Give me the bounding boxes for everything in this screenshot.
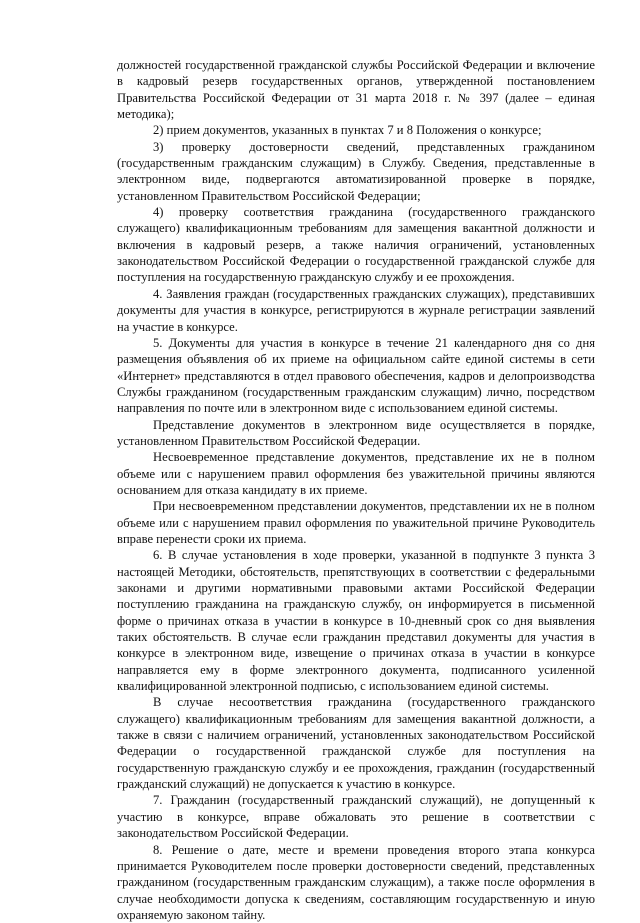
paragraph-clause-5: 5. Документы для участия в конкурсе в течение 21 календарного дня со дня размещения объявления об их приеме на официальном сайте единой системы в сети «Интернет» представляются в отдел правового обеспечения, кадров и делопроизводства Службы гражданином (государственным гражданским служащим) лично, посредством направления по почте или в электронном виде с использованием единой системы. (117, 335, 595, 417)
paragraph-non-compliance: В случае несоответствия гражданина (государственного гражданского служащего) квалификационным требованиям для замещения вакантной должности, а также в связи с наличием ограничений, установленных законодательством Российской Федерации о государственной гражданской службе для поступления на государственную гражданскую службу и ее прохождения, гражданин (государственный гражданский служащий) не допускается к участию в конкурсе. (117, 694, 595, 792)
paragraph-clause-8: 8. Решение о дате, месте и времени проведения второго этапа конкурса принимается Руководителем после проверки достоверности сведений, представленных гражданином (государственным гражданским служащим), а также после оформления в случае необходимости допуска к сведениям, составляющим государственную и иную охраняемую законом тайну. (117, 842, 595, 923)
paragraph-clause-4: 4. Заявления граждан (государственных гражданских служащих), представивших документы для участия в конкурсе, регистрируются в журнале регистрации заявлений на участие в конкурсе. (117, 286, 595, 335)
paragraph-deadline-extension: При несвоевременном представлении документов, представлении их не в полном объеме или с нарушением правил оформления по уважительной причине Руководитель вправе перенести сроки их приема. (117, 498, 595, 547)
paragraph-clause-7: 7. Гражданин (государственный гражданский служащий), не допущенный к участию в конкурсе, вправе обжаловать это решение в соответствии с законодательством Российской Федерации. (117, 792, 595, 841)
paragraph-late-submission: Несвоевременное представление документов, представление их не в полном объеме или с нарушением правил оформления без уважительной причины являются основанием для отказа кандидату в их приеме. (117, 449, 595, 498)
paragraph-clause-6: 6. В случае установления в ходе проверки, указанной в подпункте 3 пункта 3 настоящей Методики, обстоятельств, препятствующих в соответствии с федеральными законами и другими нормативными правовыми актами Российской Федерации поступлению гражданина на гражданскую службу, он информируется в письменной форме о причинах отказа в участии в конкурсе в 10-дневный срок со дня выявления таких обстоятельств. В случае если гражданин представил документы для участия в конкурсе в электронном виде, извещение о причинах отказа в участии в конкурсе направляется ему в форме электронного документа, подписанного усиленной квалифицированной электронной подписью, с использованием единой системы. (117, 547, 595, 694)
paragraph-item-3: 3) проверку достоверности сведений, представленных гражданином (государственным гражданским служащим) в Службу. Сведения, представленные в электронном виде, подвергаются автоматизированной проверке в порядке, установленном Правительством Российской Федерации; (117, 139, 595, 204)
document-page (117, 57, 595, 923)
paragraph-item-4: 4) проверку соответствия гражданина (государственного гражданского служащего) квалификационным требованиям для замещения вакантной должности и включения в кадровый резерв, а также наличия ограничений, установленных законодательством Российской Федерации о государственной гражданской службе для поступления на государственную гражданскую службу и ее прохождения. (117, 204, 595, 286)
paragraph-continuation: должностей государственной гражданской службы Российской Федерации и включение в кадровый резерв государственных органов, утвержденной постановлением Правительства Российской Федерации от 31 марта 2018 г. № 397 (далее – единая методика); (117, 57, 595, 122)
paragraph-item-2: 2) прием документов, указанных в пунктах 7 и 8 Положения о конкурсе; (117, 122, 595, 138)
paragraph-electronic-submission: Представление документов в электронном виде осуществляется в порядке, установленном Правительством Российской Федерации. (117, 417, 595, 450)
